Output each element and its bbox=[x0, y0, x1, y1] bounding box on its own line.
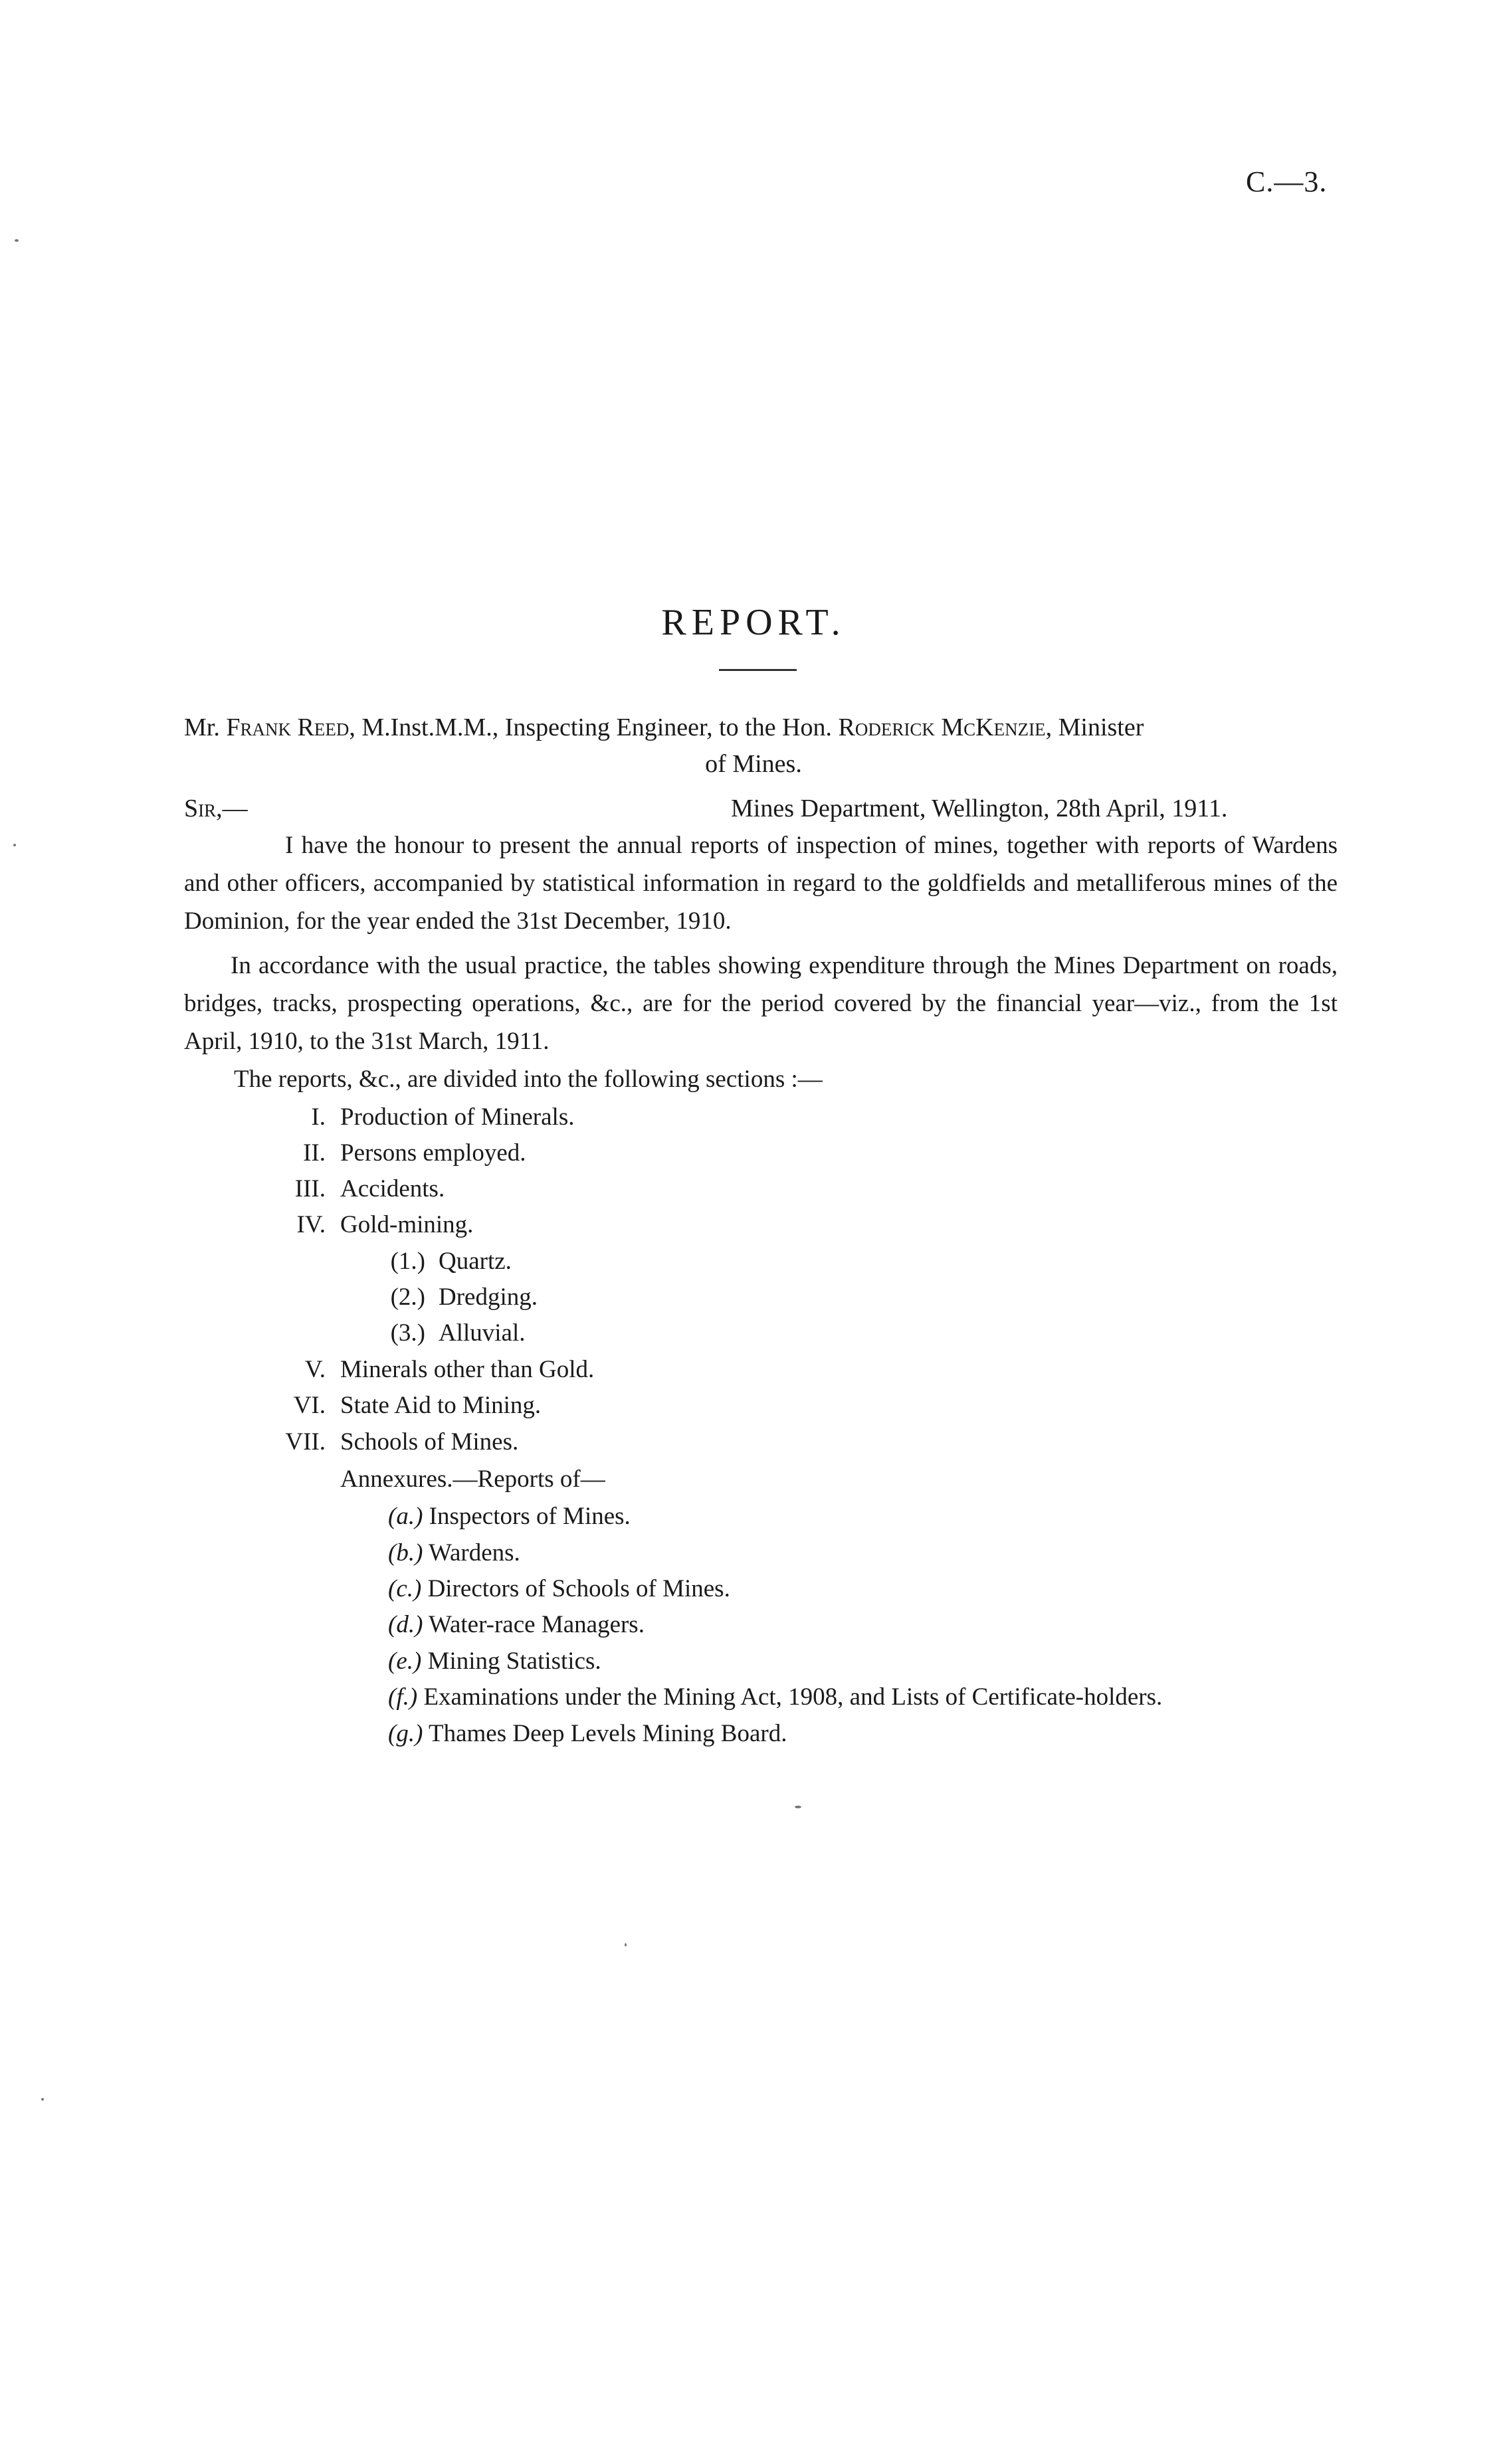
subsection-number: (3.) bbox=[390, 1319, 425, 1347]
annexure-label: Inspectors of Mines. bbox=[429, 1503, 631, 1530]
section-label: Minerals other than Gold. bbox=[340, 1356, 595, 1383]
annexure-item bbox=[388, 1502, 631, 1531]
from-name: Frank Reed bbox=[226, 713, 350, 741]
section-number: IV. bbox=[296, 1211, 326, 1238]
subsection-label: Dredging. bbox=[439, 1283, 538, 1311]
annexure-letter: (g.) bbox=[388, 1720, 423, 1747]
section-number: VII. bbox=[285, 1428, 326, 1456]
section-label: Production of Minerals. bbox=[340, 1103, 575, 1131]
sections-intro: The reports, &c., are divided into the following sections :— bbox=[234, 1066, 823, 1093]
address-line-2: of Mines. bbox=[705, 750, 802, 778]
from-title: , M.Inst.M.M., Inspecting Engineer, to the Hon. bbox=[349, 713, 833, 741]
section-label: Persons employed. bbox=[340, 1139, 526, 1167]
annexure-item bbox=[388, 1539, 520, 1567]
annexure-label: Directors of Schools of Mines. bbox=[427, 1575, 730, 1602]
annexure-item bbox=[388, 1647, 601, 1675]
annexure-label: Water-race Managers. bbox=[429, 1611, 645, 1638]
annexure-item bbox=[388, 1610, 645, 1639]
section-number: V. bbox=[304, 1356, 326, 1383]
annexure-letter: (e.) bbox=[388, 1648, 422, 1675]
to-title: , Minister bbox=[1045, 713, 1144, 741]
annexure-letter: (a.) bbox=[388, 1503, 423, 1530]
address-prefix: Mr. bbox=[184, 713, 220, 741]
annexure-letter: (f.) bbox=[388, 1683, 418, 1711]
annexure-label: Mining Statistics. bbox=[427, 1648, 601, 1675]
annexure-label: Examinations under the Mining Act, 1908, and Lists of Certificate-holders. bbox=[423, 1683, 1163, 1711]
paragraph-2: In accordance with the usual practice, the tables showing expenditure through the Mines Department on roads, bridges, tracks, prospecting operations, &c., are for the period covered by the financial year—viz., from the 1st April, 1910, to the 31st March, 1911. bbox=[184, 952, 1338, 1055]
annexures-heading: Annexures.—Reports of— bbox=[340, 1466, 605, 1493]
section-label: Accidents. bbox=[340, 1175, 445, 1202]
title-rule bbox=[719, 669, 797, 671]
paragraph-1: I have the honour to present the annual reports of inspection of mines, together with reports of Wardens and other officers, accompanied by statistical information in regard to the goldfields and metalliferous mines of the Dominion, for the year ended the 31st December, 1910. bbox=[184, 832, 1338, 935]
annexure-label: Wardens. bbox=[429, 1539, 520, 1566]
scan-speck bbox=[795, 1806, 801, 1808]
annexure-item bbox=[388, 1574, 730, 1603]
subsection-label: Alluvial. bbox=[439, 1319, 526, 1347]
to-name: Roderick McKenzie bbox=[838, 713, 1046, 741]
section-number: I. bbox=[311, 1103, 326, 1131]
annexure-letter: (b.) bbox=[388, 1539, 423, 1566]
subsection-number: (1.) bbox=[390, 1248, 425, 1275]
section-number: II. bbox=[303, 1139, 326, 1167]
section-number: III. bbox=[294, 1175, 326, 1202]
section-label: State Aid to Mining. bbox=[340, 1392, 542, 1419]
subsection-number: (2.) bbox=[390, 1283, 425, 1311]
annexure-letter: (c.) bbox=[388, 1575, 422, 1602]
annexure-letter: (d.) bbox=[388, 1611, 423, 1638]
scan-speck bbox=[15, 239, 19, 242]
page-title: REPORT. bbox=[661, 602, 846, 643]
section-label: Schools of Mines. bbox=[340, 1428, 519, 1456]
scan-speck bbox=[625, 1943, 627, 1946]
section-label: Gold-mining. bbox=[340, 1211, 474, 1238]
page-reference: C.—3. bbox=[1246, 165, 1328, 198]
address-line bbox=[184, 713, 1144, 742]
subsection-label: Quartz. bbox=[439, 1248, 512, 1275]
annexure-label: Thames Deep Levels Mining Board. bbox=[429, 1720, 787, 1747]
section-number: VI. bbox=[293, 1392, 326, 1419]
scan-speck bbox=[13, 844, 16, 846]
scan-speck bbox=[41, 2098, 44, 2101]
dateline: Mines Department, Wellington, 28th April, 1911. bbox=[731, 795, 1228, 822]
annexure-item bbox=[388, 1719, 787, 1748]
annexure-item bbox=[388, 1683, 1162, 1711]
salutation: Sir,— bbox=[184, 795, 248, 822]
